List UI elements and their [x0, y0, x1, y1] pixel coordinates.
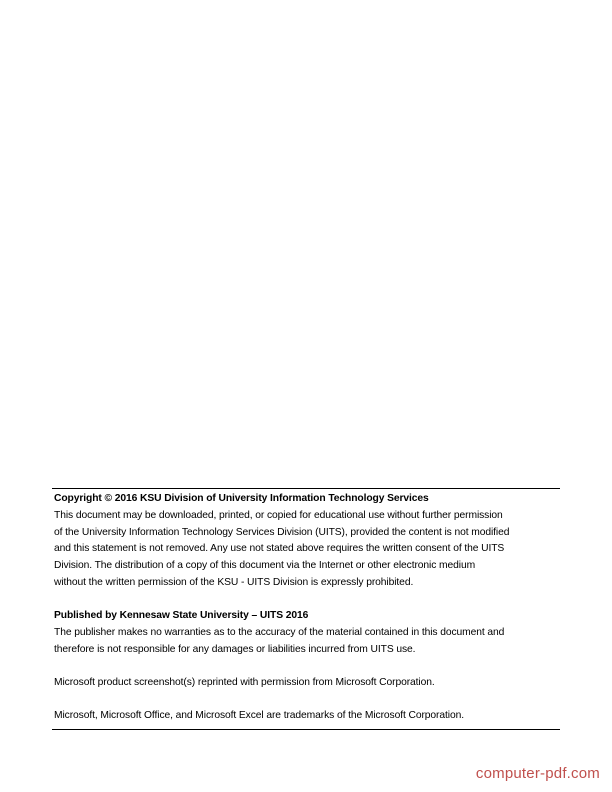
publisher-heading: Published by Kennesaw State University – UITS 2016 [54, 610, 309, 622]
publisher-line: therefore is not responsible for any damages or liabilities incurred from UITS use. [54, 643, 416, 655]
screenshot-notice: Microsoft product screenshot(s) reprinted with permission from Microsoft Corporation. [54, 677, 435, 689]
copyright-line: of the University Information Technology Services Division (UITS), provided the content is not modified [54, 526, 510, 538]
publisher-line: The publisher makes no warranties as to the accuracy of the material contained in this document and [54, 627, 505, 639]
site-watermark: computer-pdf.com [475, 765, 600, 782]
copyright-line: and this statement is not removed. Any use not stated above requires the written consent of the UITS [54, 543, 505, 555]
copyright-line: Division. The distribution of a copy of this document via the Internet or other electronic medium [54, 560, 476, 572]
trademark-notice: Microsoft, Microsoft Office, and Microsoft Excel are trademarks of the Microsoft Corporation. [54, 710, 464, 722]
copyright-notice-block [52, 488, 560, 730]
copyright-line: This document may be downloaded, printed, or copied for educational use without further permission [54, 509, 503, 521]
copyright-heading: Copyright © 2016 KSU Division of University Information Technology Services [54, 493, 429, 504]
copyright-line: without the written permission of the KSU - UITS Division is expressly prohibited. [54, 576, 414, 588]
